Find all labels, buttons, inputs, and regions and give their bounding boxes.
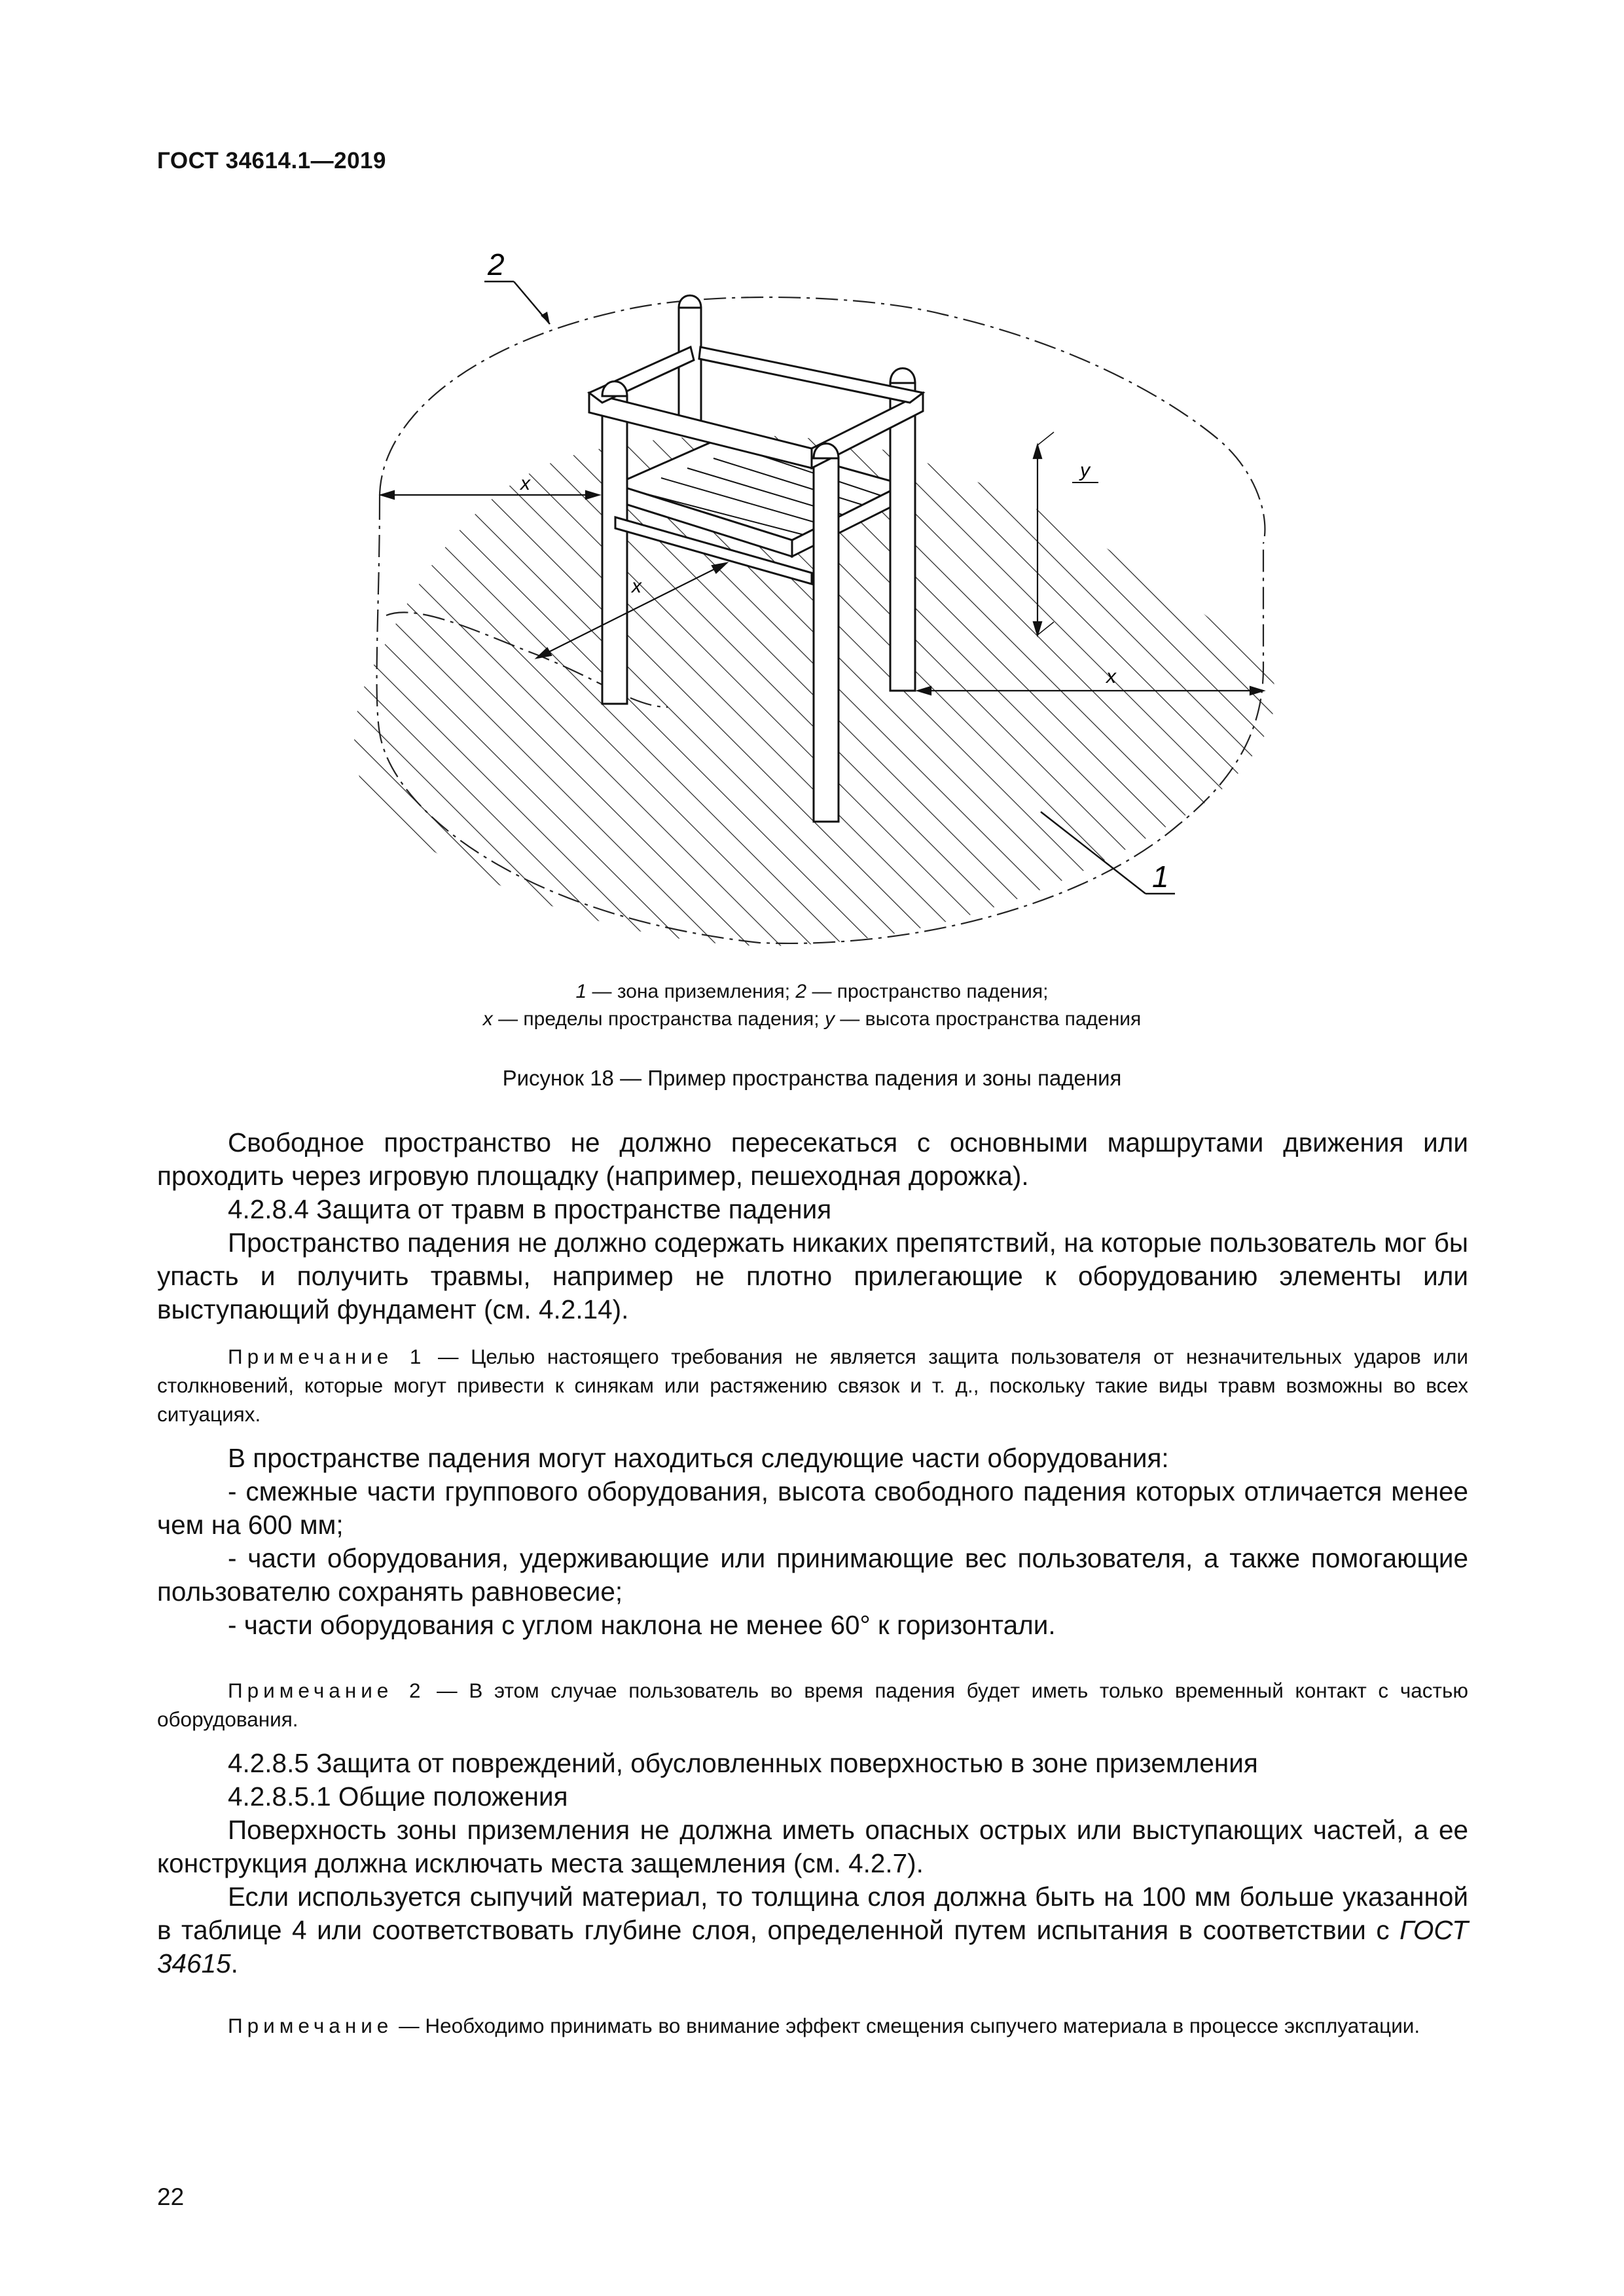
legend-key-1: 1 [575, 981, 587, 1002]
callout-landing-zone: 1 [1152, 860, 1169, 894]
note-1-text: — Целью настоящего требования не является защита пользователя от незначительных ударов или столкновений, которые могут привести к синякам или растяжению связок и т. д., поскольку такие виды травм возможны во всех ситуациях. [157, 1345, 1468, 1426]
note-2-label: Примечание 2 [228, 1679, 425, 1702]
paragraph-loose-material [157, 1880, 1468, 1980]
paragraph-free-space: Свободное пространство не должно пересекаться с основными маршрутами движения или проходить через игровую площадку (например, пешеходная дорожка). [157, 1127, 1468, 1191]
list-item-weight-bearing-parts: - части оборудования, удерживающие или принимающие вес пользователя, а также помогающие пользователю сохранять равновесие; [157, 1543, 1468, 1607]
note-3-label: Примечание [228, 2014, 393, 2037]
callout-fall-space: 2 [488, 247, 505, 282]
legend-key-x: x [482, 1008, 493, 1030]
note-2 [157, 1676, 1468, 1734]
dimension-label-x-right: x [1106, 666, 1116, 687]
figure-legend-line-1 [0, 981, 1624, 1003]
note-2-text: — В этом случае пользователь во время падения будет иметь только временный контакт с частью оборудования. [157, 1679, 1468, 1731]
dimension-label-y: y [1080, 460, 1090, 481]
note-3-text: — Необходимо принимать во внимание эффект смещения сыпучего материала в процессе эксплуатации. [393, 2014, 1420, 2037]
legend-key-y: y [824, 1008, 835, 1030]
page-number: 22 [157, 2183, 185, 2210]
dimension-label-x-left: x [520, 473, 530, 494]
dimension-label-x-diagonal: x [632, 575, 641, 597]
section-4-2-8-4: 4.2.8.4 Защита от травм в пространстве падения [228, 1194, 832, 1224]
legend-text-y: — высота пространства падения [834, 1008, 1142, 1030]
page-header-standard-code: ГОСТ 34614.1—2019 [157, 148, 386, 173]
paragraph-fall-space-obstacles: Пространство падения не должно содержать никаких препятствий, на которые пользователь мог бы упасть и получить травмы, например не плотно прилегающие к оборудованию элементы или выступающий фундамент (см. 4.2.14). [157, 1228, 1468, 1324]
paragraph-loose-material-text: Если используется сыпучий материал, то толщина слоя должна быть на 100 мм больше указанной в таблице 4 или соответствовать глубине слоя, определенной путем испытания в соответствии с [157, 1882, 1468, 1945]
legend-text-2: — пространство падения; [806, 981, 1049, 1002]
note-3 [157, 2011, 1468, 2040]
paragraph-landing-surface: Поверхность зоны приземления не должна иметь опасных острых или выступающих частей, а ее конструкция должна исключать места защемления (см. 4.2.7). [157, 1815, 1468, 1878]
section-4-2-8-5: 4.2.8.5 Защита от повреждений, обусловленных поверхностью в зоне приземления [228, 1748, 1258, 1778]
list-item-inclined-parts: - части оборудования с углом наклона не менее 60° к горизонтали. [228, 1610, 1056, 1640]
section-4-2-8-5-1: 4.2.8.5.1 Общие положения [228, 1781, 568, 1812]
note-1 [157, 1342, 1468, 1429]
legend-text-x: — пределы пространства падения; [492, 1008, 825, 1030]
paragraph-loose-material-end: . [230, 1948, 238, 1978]
list-item-adjacent-parts: - смежные части группового оборудования, высота свободного падения которых отличается менее чем на 600 мм; [157, 1476, 1468, 1540]
figure-legend-line-2 [0, 1008, 1624, 1030]
figure-title: Рисунок 18 — Пример пространства падения и зоны падения [502, 1066, 1122, 1090]
note-1-label: Примечание 1 [228, 1345, 426, 1368]
legend-text-1: — зона приземления; [586, 981, 796, 1002]
figure-18-drawing [353, 236, 1283, 956]
paragraph-allowed-parts: В пространстве падения могут находиться следующие части оборудования: [228, 1443, 1169, 1473]
gost-reference: ГОСТ 34615 [157, 1915, 1468, 1978]
legend-key-2: 2 [795, 981, 807, 1002]
callout-2-arrowhead [541, 312, 550, 324]
